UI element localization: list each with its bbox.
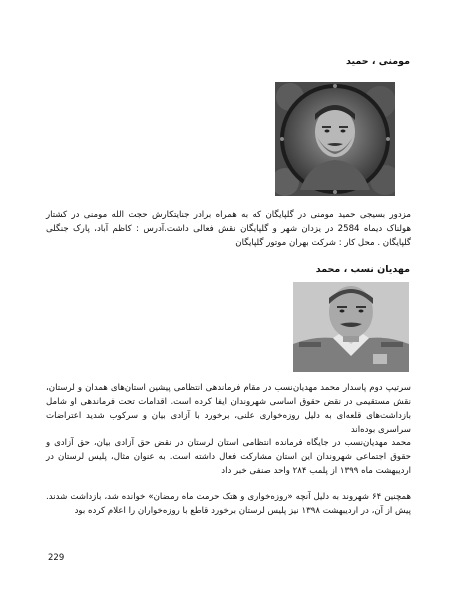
page-number: 229 bbox=[48, 553, 65, 563]
entry-name-heading: مومنی ، حمید bbox=[345, 56, 410, 67]
entry-name-heading: مهدیان نسب ، محمد bbox=[315, 264, 410, 275]
portrait-photo-circular-frame bbox=[275, 82, 395, 196]
entry-paragraph: سرتیپ دوم پاسدار محمد مهدیان‌نسب در مقام فرماندهی انتظامی پیشین استان‌های همدان و لرستان، نقش مستقیمی در نقض حقوق اساسی شهروندان ایفا کرده است. اقدامات تحت فرماندهی او شامل بازداشت‌های قلعه‌ای به دلیل روزه‌خواری علنی، برخورد با آزادی بیان و سرکوب شدید اعتراضات سراسری بوده‌اند bbox=[46, 383, 411, 435]
portrait-photo-police-uniform bbox=[293, 282, 409, 372]
entry-paragraph: محمد مهدیان‌نسب در جایگاه فرمانده انتظامی استان لرستان در نقض حق آزادی بیان، حق آزادی و حقوق اجتماعی شهروندان این استان مشارکت فعال داشته است. به عنوان مثال، پلیس لرستان در اردیبهشت ماه ۱۳۹۹ از پلمب ۲۸۴ واحد صنفی خبر داد bbox=[46, 438, 411, 476]
entry-paragraph: همچنین ۶۴ شهروند به دلیل آنچه «روزه‌خواری و هتک حرمت ماه رمضان» خوانده شد، بازداشت شدند. پیش از آن، در اردیبهشت ۱۳۹۸ نیز پلیس لرستان برخورد قاطع با روزه‌خواران را اعلام کرده بود bbox=[46, 492, 411, 516]
entry-paragraph: مزدور بسیجی حمید مومنی در گلپایگان که به همراه برادر جنایتکارش حجت الله مومنی در کشتار هولناک دیماه 2584 در یزدان شهر و گلپایگان نقش فعالی داشت.آدرس : کاظم آباد، پارک جنگلی گلپایگان . محل کار : شرکت بهران موتور گلپایگان bbox=[46, 210, 411, 248]
